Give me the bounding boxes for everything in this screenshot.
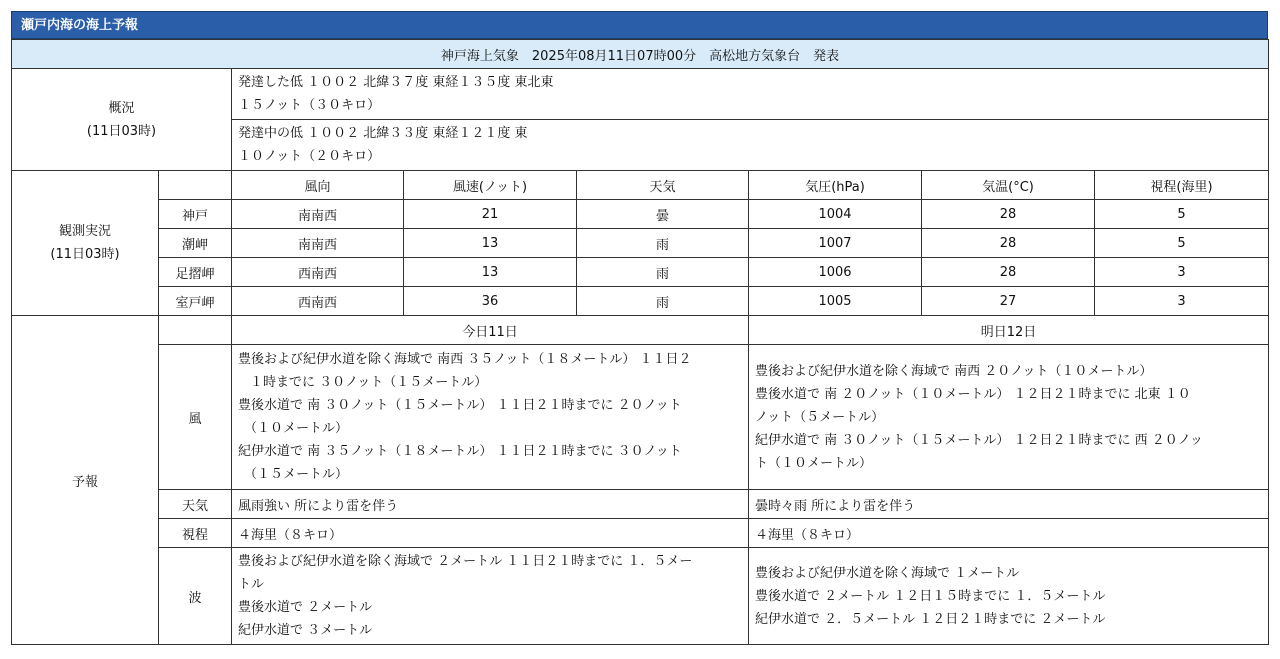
- text-line: 豊後水道で ２メートル: [238, 600, 373, 615]
- visibility: 3: [1095, 287, 1269, 316]
- overview-time: (11日03時): [86, 123, 157, 139]
- station-name: 足摺岬: [159, 258, 232, 287]
- wind-label: 風: [159, 345, 232, 490]
- text-line: （１５メートル）: [244, 467, 349, 482]
- forecast-blank: [159, 316, 232, 345]
- observation-time: (11日03時): [50, 247, 120, 262]
- weather: 雨: [577, 287, 749, 316]
- visibility-tomorrow: ４海里（８キロ）: [749, 519, 1269, 548]
- column-header: 視程(海里): [1095, 171, 1269, 200]
- text-line: ノット（５メートル）: [755, 409, 885, 425]
- weather: 雨: [577, 258, 749, 287]
- pressure: 1004: [749, 200, 922, 229]
- temperature: 27: [922, 287, 1095, 316]
- wind-today: [232, 345, 749, 490]
- pressure: 1007: [749, 229, 922, 258]
- text-line: 紀伊水道で ３メートル: [238, 623, 373, 638]
- table-row: [12, 287, 1269, 316]
- visibility-label: 視程: [159, 519, 232, 548]
- table-row: [12, 258, 1269, 287]
- forecast-panel: [11, 11, 1268, 645]
- overview-line: 発達中の低 １００２ 北緯３３度 東経１２１度 東: [238, 126, 528, 141]
- observation-label: 観測実況: [58, 224, 111, 239]
- station-name: 神戸: [159, 200, 232, 229]
- wind-speed: 21: [404, 200, 577, 229]
- column-header: 風向: [232, 171, 404, 200]
- wind-direction: 西南西: [232, 287, 404, 316]
- station-name: 潮岬: [159, 229, 232, 258]
- text-line: （１０メートル）: [244, 421, 349, 436]
- text-line: ト（１０メートル）: [755, 455, 873, 471]
- column-header: 気圧(hPa): [749, 171, 922, 200]
- panel-title: 瀬戸内海の海上予報: [11, 11, 1268, 39]
- visibility: 5: [1095, 200, 1269, 229]
- column-header: 気温(°C): [922, 171, 1095, 200]
- wave-tomorrow: [749, 548, 1269, 645]
- pressure: 1006: [749, 258, 922, 287]
- station-name: 室戸岬: [159, 287, 232, 316]
- weather-label: 天気: [159, 490, 232, 519]
- text-line: 紀伊水道で 南 ３０ノット（１５メートル） １２日２１時までに 西 ２０ノッ: [755, 432, 1203, 448]
- visibility: 5: [1095, 229, 1269, 258]
- wave-label: 波: [159, 548, 232, 645]
- overview-line: １０ノット（２０キロ）: [238, 149, 381, 164]
- issuance-info: 神戸海上気象 2025年08月11日07時00分 高松地方気象台 発表: [12, 40, 1269, 69]
- today-header: 今日11日: [232, 316, 749, 345]
- temperature: 28: [922, 229, 1095, 258]
- station-header-blank: [159, 171, 232, 200]
- wind-tomorrow: [749, 345, 1269, 490]
- text-line: トル: [238, 577, 265, 592]
- overview-header: [12, 69, 232, 171]
- column-header: 天気: [577, 171, 749, 200]
- observation-header: [12, 171, 159, 316]
- table-row: [12, 229, 1269, 258]
- wind-direction: 南南西: [232, 229, 404, 258]
- overview-item: [232, 69, 1269, 120]
- text-line: 豊後および紀伊水道を除く海域で 南西 ２０ノット（１０メートル）: [755, 363, 1153, 379]
- text-line: 紀伊水道で 南 ３５ノット（１８メートル） １１日２１時までに ３０ノット: [238, 444, 682, 459]
- wind-speed: 36: [404, 287, 577, 316]
- wind-direction: 西南西: [232, 258, 404, 287]
- overview-label: 概況: [108, 100, 135, 116]
- text-line: 豊後水道で ２メートル １２日１５時までに １．５メートル: [755, 588, 1106, 604]
- weather-today: 風雨強い 所により雷を伴う: [232, 490, 749, 519]
- text-line: １時までに ３０ノット（１５メートル）: [250, 375, 488, 390]
- forecast-header: 予報: [12, 316, 159, 645]
- table-row: [12, 200, 1269, 229]
- visibility: 3: [1095, 258, 1269, 287]
- text-line: 豊後および紀伊水道を除く海域で 南西 ３５ノット（１８メートル） １１日２: [238, 352, 692, 367]
- text-line: 豊後および紀伊水道を除く海域で １メートル: [755, 565, 1020, 581]
- column-header: 風速(ノット): [404, 171, 577, 200]
- wind-speed: 13: [404, 229, 577, 258]
- wind-speed: 13: [404, 258, 577, 287]
- weather: 雨: [577, 229, 749, 258]
- text-line: 豊後水道で 南 ３０ノット（１５メートル） １１日２１時までに ２０ノット: [238, 398, 682, 413]
- weather-tomorrow: 曇時々雨 所により雷を伴う: [749, 490, 1269, 519]
- overview-line: 発達した低 １００２ 北緯３７度 東経１３５度 東北東: [238, 75, 554, 90]
- visibility-today: ４海里（８キロ）: [232, 519, 749, 548]
- weather: 曇: [577, 200, 749, 229]
- temperature: 28: [922, 200, 1095, 229]
- overview-item: [232, 120, 1269, 171]
- wave-today: [232, 548, 749, 645]
- text-line: 豊後水道で 南 ２０ノット（１０メートル） １２日２１時までに 北東 １０: [755, 386, 1191, 402]
- temperature: 28: [922, 258, 1095, 287]
- text-line: 豊後および紀伊水道を除く海域で ２メートル １１日２１時までに １．５メー: [238, 554, 693, 569]
- tomorrow-header: 明日12日: [749, 316, 1269, 345]
- pressure: 1005: [749, 287, 922, 316]
- wind-direction: 南南西: [232, 200, 404, 229]
- text-line: 紀伊水道で ２．５メートル １２日２１時までに ２メートル: [755, 611, 1106, 627]
- overview-line: １５ノット（３０キロ）: [238, 98, 381, 113]
- forecast-table: [11, 39, 1269, 645]
